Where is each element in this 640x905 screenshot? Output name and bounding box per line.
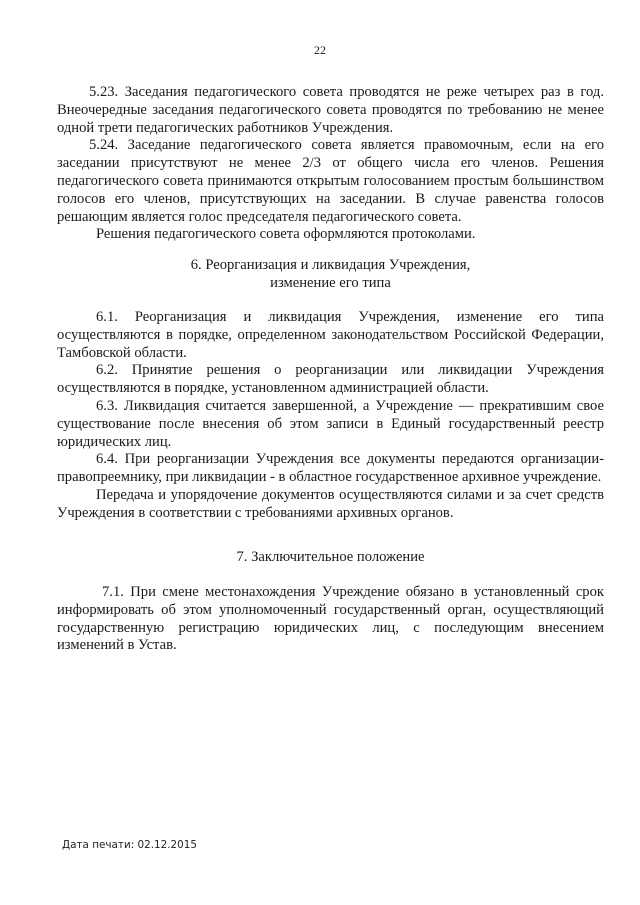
section-6-block	[57, 309, 604, 523]
section-6-heading-line-1: 6. Реорганизация и ликвидация Учреждения,	[190, 257, 471, 273]
section-5-block	[57, 84, 604, 244]
section-7-block	[57, 584, 604, 655]
paragraph-protocols: Решения педагогического совета оформляются протоколами.	[96, 226, 476, 243]
paragraph-7-1: 7.1. При смене местонахождения Учреждение обязано в установленный срок информировать об этом уполномоченный государственный орган, осуществляющий государственную регистрацию юридических лиц, с последующим внесением изменений в Устав.	[57, 584, 604, 654]
paragraph-6-4: 6.4. При реорганизации Учреждения все документы передаются организации-правопреемнику, при ликвидации - в областное государственное архивное учреждение.	[57, 451, 604, 486]
paragraph-5-23: 5.23. Заседания педагогического совета проводятся не реже четырех раз в год. Внеочередные заседания педагогического совета проводятся по требованию не менее одной трети педагогических работников Учреждения.	[57, 84, 604, 136]
paragraph-6-3: 6.3. Ликвидация считается завершенной, а Учреждение — прекратившим свое существование после внесения об этом записи в Единый государственный реестр юридических лиц.	[57, 397, 604, 450]
paragraph-6-2: 6.2. Принятие решения о реорганизации или ликвидации Учреждения осуществляются в порядке, установленном администрацией области.	[57, 362, 604, 397]
page-number: 22	[314, 43, 326, 57]
section-7-heading-text: 7. Заключительное положение	[236, 549, 425, 565]
print-date: Дата печати: 02.12.2015	[62, 839, 198, 851]
section-6-heading-line-2: изменение его типа	[270, 274, 391, 291]
paragraph-6-1: 6.1. Реорганизация и ликвидация Учреждения, изменение его типа осуществляются в порядке, определенном законодательством Российской Федерации, Тамбовской области.	[57, 309, 604, 361]
section-6-heading	[57, 257, 604, 293]
paragraph-5-24: 5.24. Заседание педагогического совета является правомочным, если на его заседании присутствуют не менее 2/3 от общего числа его членов. Решения педагогического совета принимаются открытым голосованием простым большинством голосов его членов, присутствующих на заседании. В случае равенства голосов решающим является голос председателя педагогического совета.	[57, 137, 604, 225]
paragraph-document-transfer: Передача и упорядочение документов осуществляются силами и за счет средств Учреждения в соответствии с требованиями архивных органов.	[57, 486, 604, 521]
section-7-heading	[57, 549, 604, 567]
